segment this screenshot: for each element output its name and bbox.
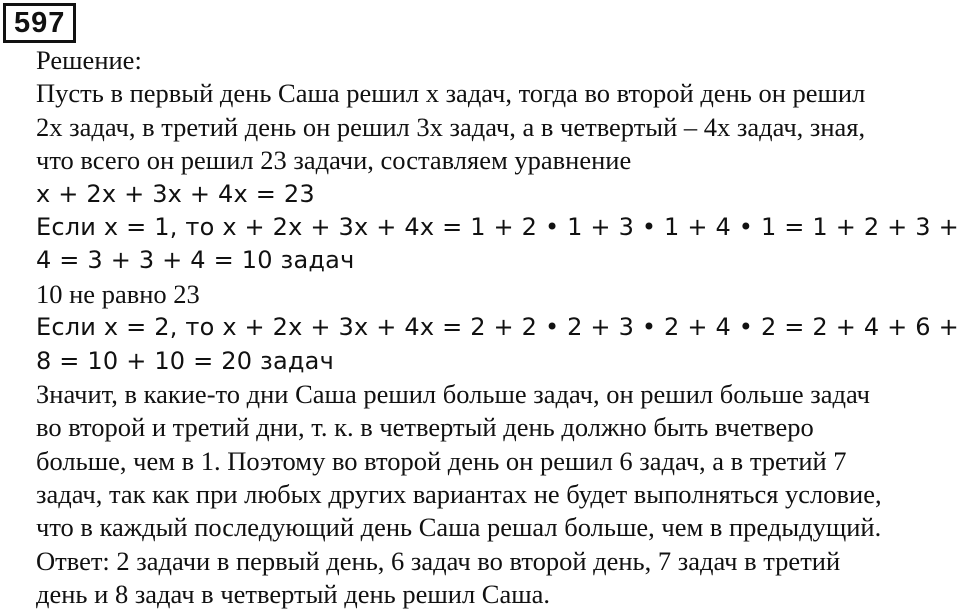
equation-line: 8 = 10 + 10 = 20 задач [36, 346, 334, 375]
text-line: 10 не равно 23 [36, 278, 200, 309]
equation-line: x + 2x + 3x + 4x = 23 [36, 179, 315, 208]
equation-line: Если x = 2, то x + 2x + 3x + 4x = 2 + 2 • 2 + 3 • 2 + 4 • 2 = 2 + 4 + 6 + [36, 313, 959, 342]
text-line: Решение: [36, 45, 142, 75]
answer-line: Ответ: 2 задачи в первый день, 6 задач во второй день, 7 задач в третий [36, 545, 841, 576]
equation-line: Если x = 1, то x + 2x + 3x + 4x = 1 + 2 • 1 + 3 • 1 + 4 • 1 = 1 + 2 + 3 + [36, 212, 959, 241]
answer-line: день и 8 задач в четвертый день решил Саша. [36, 579, 551, 610]
solution-text [36, 44, 959, 612]
text-line: Значит, в какие-то дни Саша решил больше задач, он решил больше задач [36, 378, 870, 409]
text-line: больше, чем в 1. Поэтому во второй день он решил 6 задач, а в третий 7 [36, 445, 847, 476]
text-line: что в каждый последующий день Саша решал больше, чем в предыдущий. [36, 512, 882, 543]
text-line: 2x задач, в третий день он решил 3x задач, а в четвертый – 4x задач, зная, [36, 111, 866, 142]
equation-line: 4 = 3 + 3 + 4 = 10 задач [36, 246, 355, 275]
task-number-badge: 597 [3, 3, 76, 43]
text-line: Пусть в первый день Саша решил x задач, тогда во второй день он решил [36, 78, 866, 109]
text-line: во второй и третий дни, т. к. в четвертый день должно быть вчетверо [36, 412, 814, 443]
text-line: задач, так как при любых других вариантах не будет выполняться условие, [36, 479, 882, 510]
text-line: что всего он решил 23 задачи, составляем уравнение [36, 145, 632, 176]
